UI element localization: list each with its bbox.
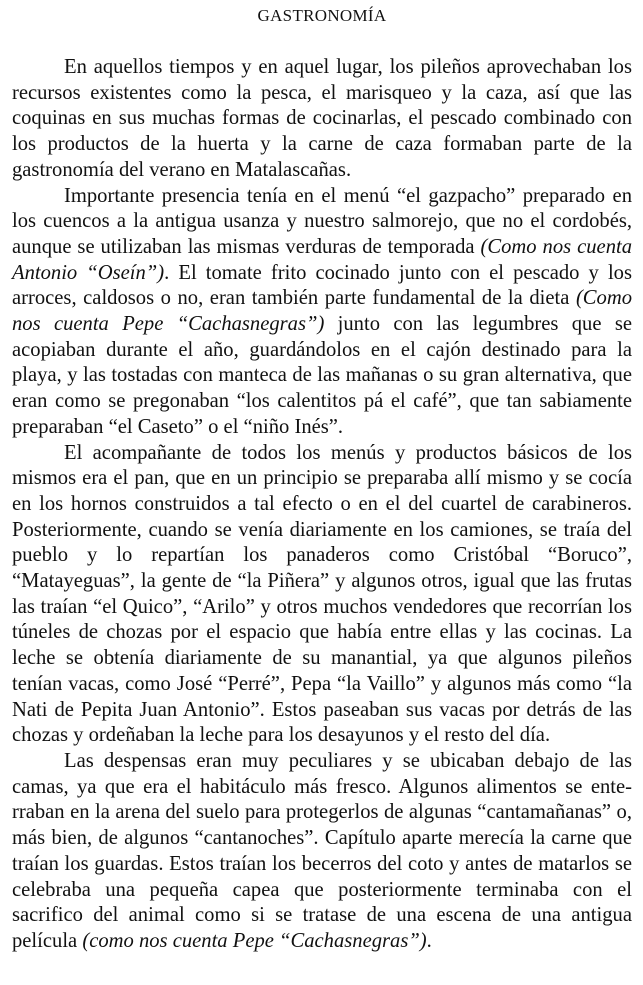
paragraph-text: . El tomate frito cocinado junto con el pescado y los arroces, caldosos o no, eran también parte fundamental de la dieta [12,261,632,310]
paragraph-4 [12,749,632,955]
paragraph-text: junto con las legumbres que se acopiaban durante el año, guardándolos en el cajón destinado para la playa, y las tostadas con manteca de las mañanas o su gran alternativa, que eran como se pregonaban “los calentitos pá el café”, que tan sabiamente preparaban “el Caseto” o el “niño Inés”. [12,313,632,438]
paragraph-text: En aquellos tiempos y en aquel lugar, los pileños aprovechaban los recursos existentes como la pesca, el marisqueo y la caza, así que las coquinas en sus muchas formas de cocinarlas, el pescado combinado con los productos de la huerta y la carne de caza formaban parte de la gastronomía del verano en Matalascañas. [12,56,632,181]
paragraph-text: El acompañante de todos los menús y productos básicos de los mismos era el pan, que en un principio se preparaba allí mismo y se cocía en los hornos construidos a tal efecto o en el del cuartel de carabineros. Posteriormente, cuando se venía diariamente en los camiones, se traía del pueblo y lo repartían los panaderos como Cristóbal “Boruco”, “Matayeguas”, la gente de “la Piñera” y algunos otros, igual que las frutas las traían “el Quico”, “Arilo” y otros muchos vendedores que recorrían los túneles de chozas por el espacio que había entre ellas y las cocinas. La leche se obtenía diariamente de su manantial, ya que algunos pileños tenían vacas, como José “Perré”, Pepa “la Vaillo” y algunos más como “la Nati de Pepita Juan Antonio”. Estos paseaban sus vacas por detrás de las chozas y ordeñaban la leche para los desayunos y el resto del día. [12,441,632,747]
citation-text: (como nos cuenta Pepe “Cachasnegras”) [82,929,427,952]
citation-text: (Como nos cuenta Pepe “Cachasnegras”) [12,287,632,336]
document-page [12,4,632,955]
paragraph-3 [12,441,632,749]
paragraph-1 [12,55,632,184]
body-text [12,55,632,955]
paragraph-text: . [426,929,432,952]
page-title: GASTRONOMÍA [257,6,387,25]
paragraph-text: Importante presencia tenía en el menú “el gazpacho” preparado en los cuencos a la antigua usanza y nuestro salmorejo, que no el cordobés, aunque se utilizaban las mismas verduras de temporada [12,184,632,258]
paragraph-text: Las despensas eran muy peculiares y se ubicaban debajo de las camas, ya que era el habitáculo más fresco. Algunos alimentos se enterraban en la arena del suelo para protegerlos de algunas “cantamañanas” o, más bien, de algunos “cantanoches”. Capítulo aparte merecía la carne que traían los guardas. Estos traían los becerros del coto y antes de matarlos se celebraba una pequeña capea que posteriormente terminaba con el sacrifico del animal como si se tratase de una escena de una antigua película [12,749,632,952]
paragraph-2 [12,184,632,441]
citation-text: (Como nos cuenta Antonio “Oseín”) [12,235,633,284]
